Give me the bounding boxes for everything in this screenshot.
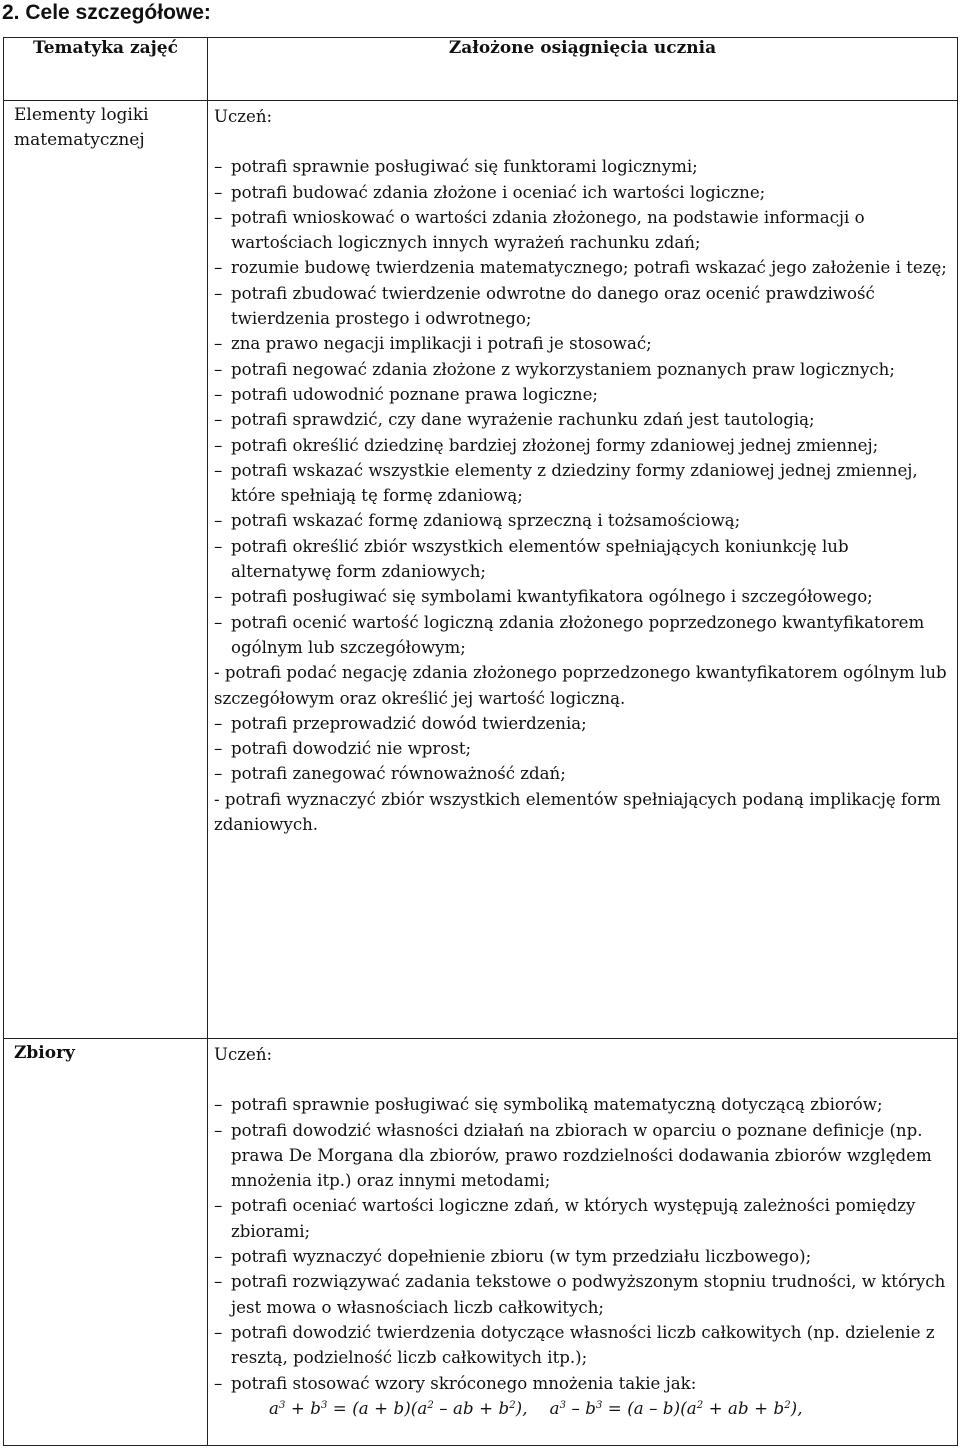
header-topic: Tematyka zajęć (4, 38, 208, 101)
list-item-text: potrafi zanegować równoważność zdań; (231, 764, 566, 784)
list-item-text: potrafi sprawdzić, czy dane wyrażenie rachunku zdań jest tautologią; (231, 410, 815, 430)
bullet-dash: – (214, 587, 223, 607)
table-row-logic (4, 101, 958, 1039)
list-item-text: potrafi wyznaczyć zbiór wszystkich elementów spełniających podaną implikację form zdaniowych. (214, 789, 941, 835)
formula-diff-cubes: $a^3 - b^3 = (a - b)(a^2$ + ab + $b^2$), (549, 1398, 803, 1418)
bullet-dash: – (214, 764, 223, 784)
bullet-dash: – (214, 739, 223, 759)
list-item-text: potrafi budować zdania złożone i oceniać ich wartości logiczne; (231, 182, 766, 202)
bullet-dash: – (214, 258, 223, 278)
list-item (214, 761, 947, 786)
list-item-text: potrafi podać negację zdania złożonego poprzedzonego kwantyfikatorem ogólnym lub szczegółowym oraz określić jej wartość logiczną. (214, 663, 947, 708)
bullet-dash: - (214, 663, 220, 683)
bullet-dash: – (214, 1247, 223, 1267)
bullet-dash: – (214, 1373, 223, 1393)
list-item-text: potrafi określić zbiór wszystkich elementów spełniających koniunkcję lub alternatywę form zdaniowych; (231, 536, 849, 582)
list-item (214, 584, 947, 609)
bullet-dash: – (214, 713, 223, 733)
goals-list-sets (214, 1092, 947, 1396)
table-row-sets (4, 1039, 958, 1446)
list-item-text: potrafi dowodzić nie wprost; (231, 739, 472, 759)
list-item (214, 736, 947, 761)
bullet-dash: – (214, 182, 223, 202)
list-item (214, 382, 947, 407)
list-item-text: potrafi wskazać formę zdaniową sprzeczną i tożsamościową; (231, 511, 741, 531)
goals-logic (208, 101, 958, 1039)
bullet-dash: – (214, 612, 223, 632)
list-item-text: potrafi dowodzić własności działań na zbiorach w oparciu o poznane definicje (np. prawa De Morgana dla zbiorów, prawo rozdzielności dodawania zbiorów względem mnożenia itp.) oraz innymi metodami; (231, 1120, 932, 1191)
student-label: Uczeń: (214, 1045, 273, 1064)
list-item (214, 610, 947, 661)
list-item (214, 711, 947, 736)
bullet-dash: – (214, 334, 223, 354)
list-item-text: rozumie budowę twierdzenia matematycznego; potrafi wskazać jego założenie i tezę; (231, 258, 947, 278)
list-item-text: potrafi ocenić wartość logiczną zdania złożonego poprzedzonego kwantyfikatorem ogólnym lub szczegółowym; (231, 612, 925, 657)
bullet-dash: – (214, 460, 223, 480)
list-item (214, 1371, 947, 1396)
list-item-text: potrafi określić dziedzinę bardziej złożonej formy zdaniowej jednej zmiennej; (231, 435, 879, 455)
section-title: 2. Cele szczegółowe: (2, 1, 211, 24)
list-item (214, 508, 947, 533)
bullet-dash: – (214, 1120, 223, 1140)
list-item (214, 154, 947, 179)
list-item (214, 180, 947, 205)
bullet-dash: – (214, 1196, 223, 1216)
list-item (214, 534, 947, 585)
list-item-text: potrafi udowodnić poznane prawa logiczne; (231, 384, 599, 404)
bullet-dash: – (214, 283, 223, 303)
list-item (214, 407, 947, 432)
list-item-text: potrafi stosować wzory skróconego mnożenia takie jak: (231, 1373, 697, 1393)
bullet-dash: – (214, 511, 223, 531)
list-item-text: potrafi posługiwać się symbolami kwantyfikatora ogólnego i szczegółowego; (231, 587, 873, 607)
bullet-dash: – (214, 359, 223, 379)
list-item (214, 433, 947, 458)
list-item (214, 458, 947, 509)
bullet-dash: – (214, 384, 223, 404)
list-item (214, 1092, 947, 1117)
list-item-text: potrafi wyznaczyć dopełnienie zbioru (w tym przedziału liczbowego); (231, 1247, 812, 1267)
list-item (214, 787, 947, 838)
list-item (214, 1193, 947, 1244)
formula-sum-cubes: $a^3 + b^3 = (a + b)(a^2$ – ab + $b^2$), (269, 1398, 528, 1418)
student-label: Uczeń: (214, 107, 273, 126)
list-item (214, 281, 947, 332)
list-item (214, 331, 947, 356)
list-item-text: potrafi dowodzić twierdzenia dotyczące własności liczb całkowitych (np. dzielenie z resztą, podzielność liczb całkowitych itp.); (231, 1322, 935, 1368)
topic-logic: Elementy logiki matematycznej (4, 101, 208, 1039)
formula-line (214, 1396, 947, 1421)
goals-sets (208, 1039, 958, 1446)
header-goals: Założone osiągnięcia ucznia (208, 38, 958, 101)
bullet-dash: – (214, 1272, 223, 1292)
table-header-row (4, 38, 958, 101)
list-item-text: potrafi sprawnie posługiwać się symboliką matematyczną dotyczącą zbiorów; (231, 1095, 883, 1115)
bullet-dash: – (214, 1322, 223, 1342)
list-item-text: potrafi wnioskować o wartości zdania złożonego, na podstawie informacji o wartościach logicznych innych wyrażeń rachunku zdań; (231, 207, 865, 253)
bullet-dash: - (214, 789, 220, 809)
list-item (214, 1244, 947, 1269)
list-item-text: zna prawo negacji implikacji i potrafi je stosować; (231, 334, 652, 354)
list-item-text: potrafi rozwiązywać zadania tekstowe o podwyższonym stopniu trudności, w których jest mowa o własnościach liczb całkowitych; (231, 1272, 946, 1317)
bullet-dash: – (214, 1095, 223, 1115)
list-item-text: potrafi zbudować twierdzenie odwrotne do danego oraz ocenić prawdziwość twierdzenia prostego i odwrotnego; (231, 283, 875, 329)
bullet-dash: – (214, 435, 223, 455)
list-item-text: potrafi oceniać wartości logiczne zdań, w których występują zależności pomiędzy zbiorami; (231, 1196, 916, 1241)
list-item (214, 660, 947, 711)
list-item (214, 1320, 947, 1371)
list-item (214, 1269, 947, 1320)
list-item (214, 357, 947, 382)
list-item-text: potrafi sprawnie posługiwać się funktorami logicznymi; (231, 157, 698, 177)
bullet-dash: – (214, 410, 223, 430)
bullet-dash: – (214, 157, 223, 177)
list-item-text: potrafi przeprowadzić dowód twierdzenia; (231, 713, 587, 733)
list-item (214, 1118, 947, 1194)
list-item (214, 205, 947, 256)
goals-table (3, 37, 958, 1446)
bullet-dash: – (214, 536, 223, 556)
goals-list-logic (214, 154, 947, 837)
topic-sets: Zbiory (4, 1039, 208, 1446)
list-item (214, 255, 947, 280)
list-item-text: potrafi negować zdania złożone z wykorzystaniem poznanych praw logicznych; (231, 359, 895, 379)
bullet-dash: – (214, 207, 223, 227)
list-item-text: potrafi wskazać wszystkie elementy z dziedziny formy zdaniowej jednej zmiennej, które spełniają tę formę zdaniową; (231, 460, 918, 506)
